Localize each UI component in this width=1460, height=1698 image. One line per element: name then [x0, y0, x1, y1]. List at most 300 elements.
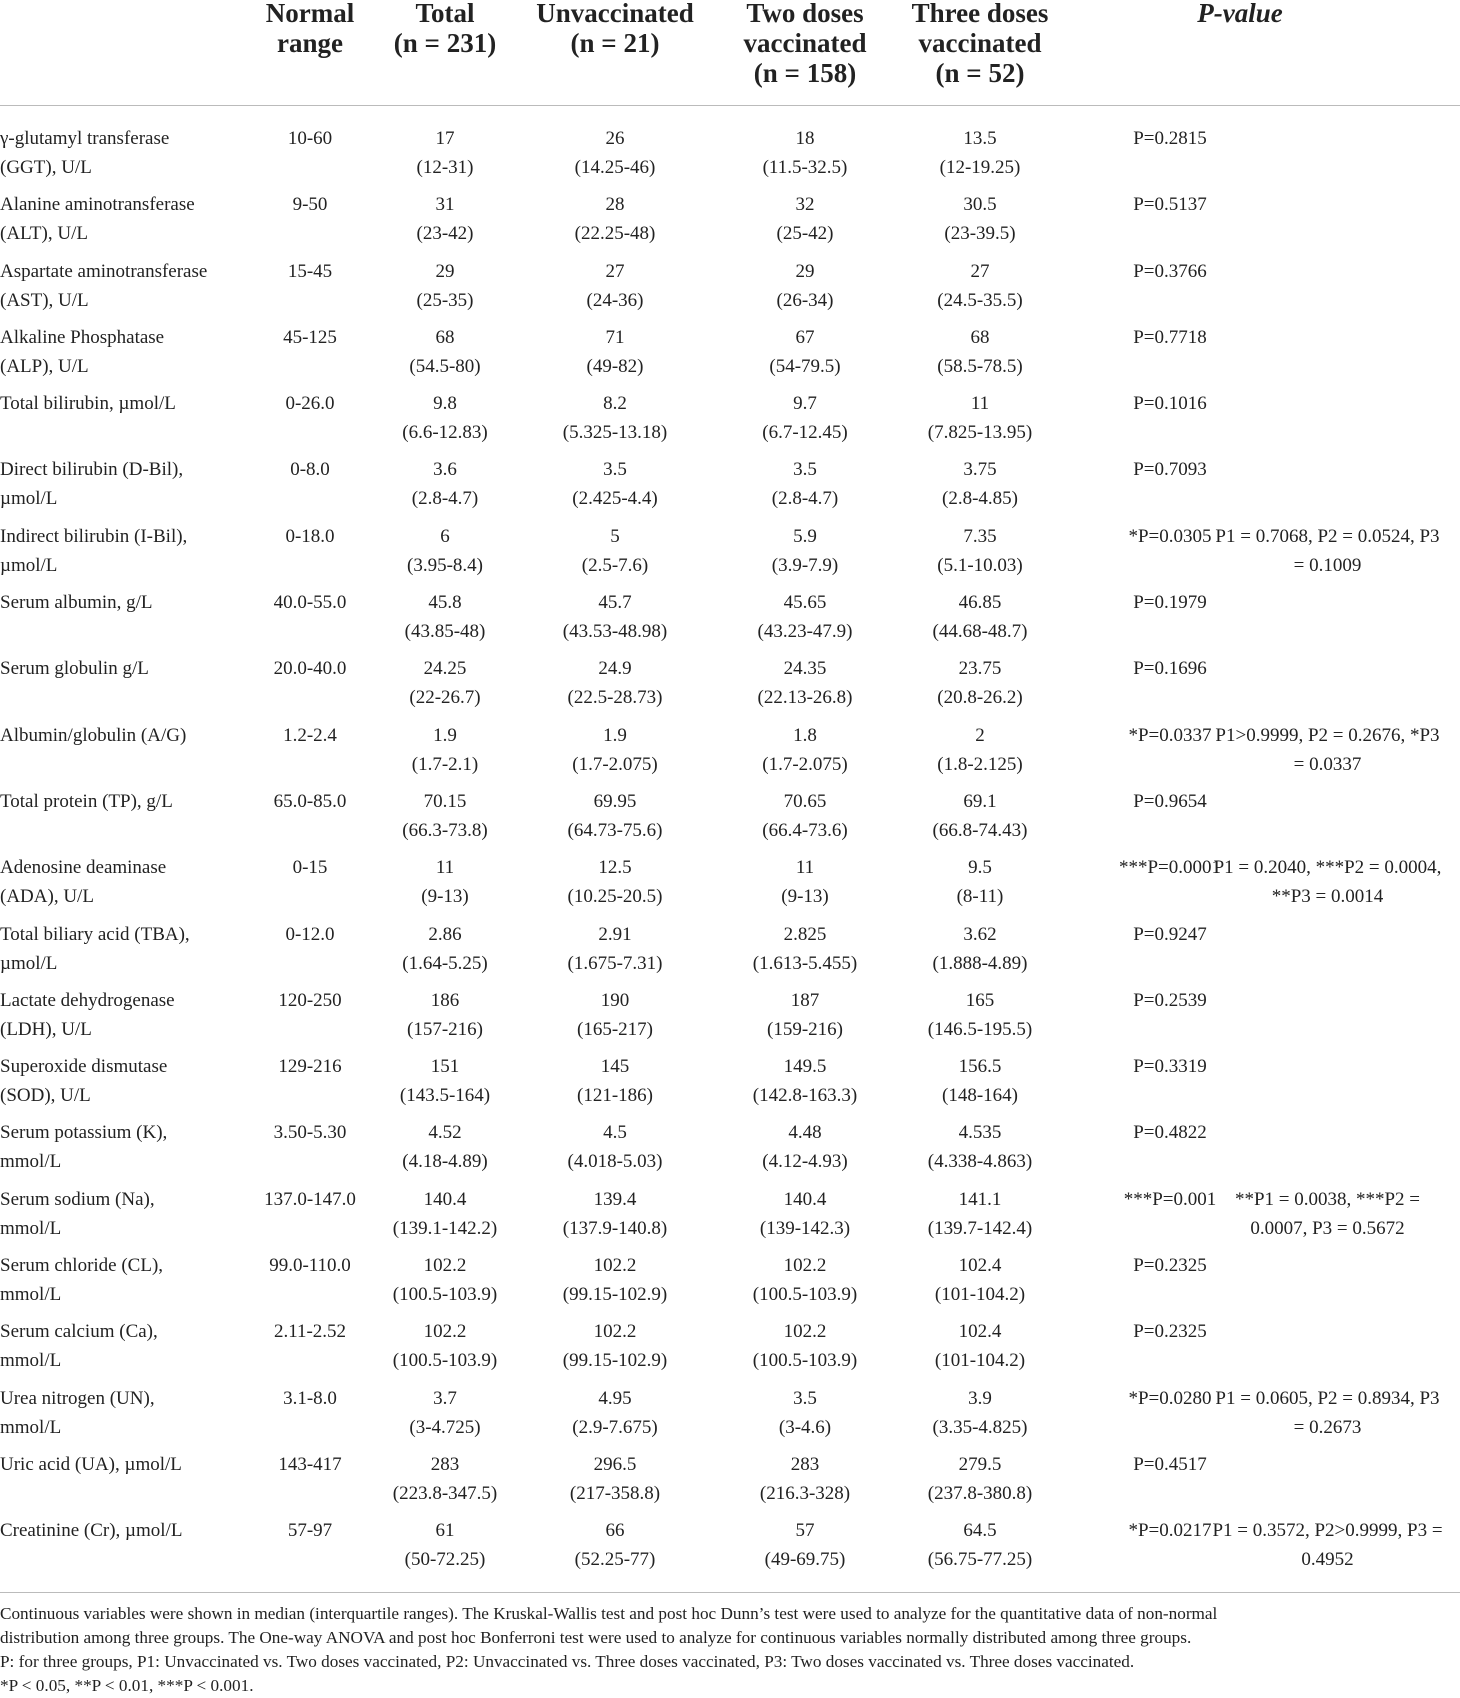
total-value-text: (66.3-73.8) — [402, 819, 488, 841]
two-doses-value-cell — [720, 721, 890, 779]
normal-range-cell — [230, 323, 390, 352]
table-row — [0, 1251, 1460, 1317]
three-doses-value-cell — [895, 1317, 1065, 1375]
three-doses-value-cell — [895, 588, 1065, 646]
normal-range-cell — [230, 1450, 390, 1479]
total-value-cell — [380, 455, 510, 513]
two-doses-value-text: 102.2 — [783, 1321, 827, 1343]
parameter-text: mmol/L — [0, 1217, 62, 1239]
parameter-text: Serum calcium (Ca), — [0, 1321, 158, 1343]
unvaccinated-value-text: 8.2 — [603, 393, 627, 415]
normal-range-text: 40.0-55.0 — [273, 592, 347, 614]
p-value-text: P=0.2325 — [1133, 1321, 1207, 1343]
three-doses-value-text: (7.825-13.95) — [927, 422, 1033, 444]
two-doses-value-text: (159-216) — [767, 1018, 843, 1040]
header-unvaccinated-line1: Unvaccinated — [536, 0, 694, 28]
two-doses-value-text: (4.12-4.93) — [762, 1151, 848, 1173]
table-row — [0, 323, 1460, 389]
two-doses-value-text: 5.9 — [793, 525, 817, 547]
parameter-text: Alkaline Phosphatase — [0, 326, 165, 348]
unvaccinated-value-text: 5 — [610, 525, 620, 547]
normal-range-cell — [230, 721, 390, 750]
unvaccinated-value-cell — [530, 190, 700, 248]
total-value-text: (1.64-5.25) — [402, 952, 488, 974]
parameter-text: (AST), U/L — [0, 289, 89, 311]
parameter-text: Serum potassium (K), — [0, 1122, 168, 1144]
total-value-text: 283 — [430, 1453, 460, 1475]
parameter-cell — [0, 1450, 245, 1479]
unvaccinated-value-cell — [530, 1251, 700, 1309]
parameter-text: (LDH), U/L — [0, 1018, 92, 1040]
parameter-text: mmol/L — [0, 1416, 62, 1438]
p-value-cell — [1075, 1118, 1265, 1147]
parameter-text: µmol/L — [0, 554, 58, 576]
table-row — [0, 721, 1460, 787]
parameter-cell — [0, 1251, 245, 1309]
table-row — [0, 1516, 1460, 1582]
two-doses-value-text: (100.5-103.9) — [752, 1350, 858, 1372]
two-doses-value-text: (1.7-2.075) — [762, 753, 848, 775]
post-hoc-p-values-cell — [1195, 721, 1460, 779]
parameter-cell — [0, 588, 245, 617]
unvaccinated-value-cell — [530, 522, 700, 580]
total-value-text: 31 — [435, 194, 455, 216]
three-doses-value-cell — [895, 1251, 1065, 1309]
total-value-cell — [380, 1317, 510, 1375]
three-doses-value-cell — [895, 853, 1065, 911]
three-doses-value-cell — [895, 721, 1065, 779]
p-value-cell — [1075, 389, 1265, 418]
parameter-text: Total protein (TP), g/L — [0, 790, 173, 812]
three-doses-value-text: 13.5 — [963, 128, 997, 149]
p-value-text: P=0.4517 — [1133, 1453, 1207, 1475]
table-row — [0, 124, 1460, 190]
parameter-text: µmol/L — [0, 952, 58, 974]
normal-range-cell — [230, 1118, 390, 1147]
table-row — [0, 853, 1460, 919]
unvaccinated-value-text: (5.325-13.18) — [562, 422, 668, 444]
three-doses-value-text: (23-39.5) — [944, 223, 1016, 245]
three-doses-value-text: (1.888-4.89) — [932, 952, 1028, 974]
normal-range-text: 65.0-85.0 — [273, 790, 347, 812]
three-doses-value-text: 279.5 — [958, 1453, 1002, 1475]
total-value-text: (23-42) — [416, 223, 474, 245]
normal-range-text: 143-417 — [278, 1453, 342, 1475]
two-doses-value-text: (26-34) — [776, 289, 834, 311]
p-value-cell — [1075, 190, 1265, 219]
total-value-text: (157-216) — [407, 1018, 483, 1040]
header-three-doses — [880, 0, 1080, 88]
two-doses-value-cell — [720, 986, 890, 1044]
normal-range-cell — [230, 920, 390, 949]
total-value-text: 4.52 — [428, 1122, 462, 1144]
parameter-text: Urea nitrogen (UN), — [0, 1387, 155, 1409]
unvaccinated-value-text: 102.2 — [593, 1321, 637, 1343]
normal-range-text: 10-60 — [287, 128, 333, 149]
two-doses-value-cell — [720, 257, 890, 315]
normal-range-cell — [230, 190, 390, 219]
parameter-text: Serum globulin g/L — [0, 658, 149, 680]
two-doses-value-text: 149.5 — [783, 1056, 827, 1078]
p-value-cell — [1075, 124, 1265, 153]
table-row — [0, 455, 1460, 521]
normal-range-text: 137.0-147.0 — [264, 1188, 356, 1210]
unvaccinated-value-cell — [530, 1450, 700, 1508]
three-doses-value-text: 102.4 — [958, 1255, 1002, 1277]
normal-range-cell — [230, 455, 390, 484]
unvaccinated-value-text: (165-217) — [577, 1018, 653, 1040]
total-value-text: 11 — [435, 857, 455, 879]
two-doses-value-text: 140.4 — [783, 1188, 827, 1210]
p-value-text: P=0.9247 — [1133, 923, 1207, 945]
three-doses-value-text: (101-104.2) — [934, 1284, 1026, 1306]
post-hoc-p-values-text: P1>0.9999, P2 = 0.2676, *P3 — [1215, 724, 1440, 746]
total-value-text: 6 — [440, 525, 450, 547]
normal-range-text: 9-50 — [292, 194, 328, 216]
parameter-text: µmol/L — [0, 488, 58, 510]
p-value-cell — [1075, 1052, 1265, 1081]
post-hoc-p-values-text: 0.0007, P3 = 0.5672 — [1250, 1217, 1405, 1239]
p-value-cell — [1075, 323, 1265, 352]
two-doses-value-text: (139-142.3) — [759, 1217, 851, 1239]
p-value-text: *P=0.0337 — [1128, 724, 1212, 746]
two-doses-value-text: 1.8 — [793, 724, 817, 746]
parameter-text: Serum chloride (CL), — [0, 1255, 164, 1277]
unvaccinated-value-text: (14.25-46) — [574, 157, 656, 178]
two-doses-value-text: (6.7-12.45) — [762, 422, 848, 444]
unvaccinated-value-cell — [530, 721, 700, 779]
total-value-cell — [380, 986, 510, 1044]
two-doses-value-cell — [720, 455, 890, 513]
p-value-text: P=0.9654 — [1133, 790, 1207, 812]
post-hoc-p-values-cell — [1195, 522, 1460, 580]
p-value-text: P=0.3766 — [1133, 260, 1207, 282]
parameter-text: (GGT), U/L — [0, 157, 92, 178]
two-doses-value-text: (43.23-47.9) — [757, 621, 853, 643]
two-doses-value-text: (9-13) — [781, 886, 829, 908]
three-doses-value-cell — [895, 1052, 1065, 1110]
two-doses-value-text: (2.8-4.7) — [771, 488, 839, 510]
total-value-text: 29 — [435, 260, 455, 282]
parameter-cell — [0, 986, 245, 1044]
table-row — [0, 257, 1460, 323]
parameter-text: (SOD), U/L — [0, 1085, 91, 1107]
table-row — [0, 1450, 1460, 1516]
three-doses-value-cell — [895, 654, 1065, 712]
three-doses-value-text: (56.75-77.25) — [927, 1549, 1033, 1571]
total-value-cell — [380, 190, 510, 248]
total-value-cell — [380, 853, 510, 911]
three-doses-value-cell — [895, 1118, 1065, 1176]
parameter-text: Superoxide dismutase — [0, 1056, 168, 1078]
two-doses-value-cell — [720, 787, 890, 845]
parameter-cell — [0, 1516, 245, 1545]
p-value-text: P=0.1979 — [1133, 592, 1207, 614]
total-value-text: 102.2 — [423, 1321, 467, 1343]
total-value-text: (50-72.25) — [404, 1549, 486, 1571]
post-hoc-p-values-text: P1 = 0.7068, P2 = 0.0524, P3 — [1215, 525, 1440, 547]
post-hoc-p-values-cell — [1195, 1384, 1460, 1442]
unvaccinated-value-cell — [530, 986, 700, 1044]
parameter-cell — [0, 124, 245, 182]
unvaccinated-value-text: (4.018-5.03) — [567, 1151, 663, 1173]
total-value-text: (6.6-12.83) — [402, 422, 488, 444]
three-doses-value-text: (24.5-35.5) — [937, 289, 1023, 311]
total-value-text: 2.86 — [428, 923, 462, 945]
unvaccinated-value-text: (43.53-48.98) — [562, 621, 668, 643]
p-value-cell — [1075, 986, 1265, 1015]
total-value-cell — [380, 721, 510, 779]
unvaccinated-value-cell — [530, 588, 700, 646]
two-doses-value-cell — [720, 1384, 890, 1442]
p-value-text: *P=0.0217 — [1128, 1520, 1212, 1542]
unvaccinated-value-text: 69.95 — [593, 790, 637, 812]
unvaccinated-value-text: (1.675-7.31) — [567, 952, 663, 974]
normal-range-text: 0-15 — [292, 857, 328, 879]
p-value-text: P=0.2539 — [1133, 989, 1207, 1011]
post-hoc-p-values-text: P1 = 0.3572, P2>0.9999, P3 = — [1212, 1520, 1443, 1542]
header-two-doses-line3: (n = 158) — [753, 58, 857, 88]
p-value-text: P=0.7718 — [1133, 326, 1207, 348]
total-value-cell — [380, 323, 510, 381]
three-doses-value-text: 64.5 — [963, 1520, 997, 1542]
normal-range-cell — [230, 522, 390, 551]
unvaccinated-value-cell — [530, 1185, 700, 1243]
unvaccinated-value-text: (2.9-7.675) — [572, 1416, 658, 1438]
three-doses-value-text: (44.68-48.7) — [932, 621, 1028, 643]
parameter-text: mmol/L — [0, 1151, 62, 1173]
three-doses-value-text: 46.85 — [958, 592, 1002, 614]
two-doses-value-cell — [720, 190, 890, 248]
two-doses-value-text: (100.5-103.9) — [752, 1284, 858, 1306]
two-doses-value-cell — [720, 1052, 890, 1110]
unvaccinated-value-text: (64.73-75.6) — [567, 819, 663, 841]
unvaccinated-value-text: (137.9-140.8) — [562, 1217, 668, 1239]
p-value-text: P=0.2815 — [1133, 128, 1207, 149]
bottom-rule — [0, 1592, 1460, 1593]
three-doses-value-text: 11 — [970, 393, 990, 415]
table-header — [0, 0, 1460, 106]
total-value-text: 9.8 — [433, 393, 457, 415]
total-value-cell — [380, 1450, 510, 1508]
normal-range-text: 45-125 — [283, 326, 337, 348]
total-value-cell — [380, 654, 510, 712]
three-doses-value-cell — [895, 1516, 1065, 1574]
parameter-cell — [0, 654, 245, 683]
unvaccinated-value-text: (2.425-4.4) — [572, 488, 658, 510]
total-value-text: (4.18-4.89) — [402, 1151, 488, 1173]
two-doses-value-text: 45.65 — [783, 592, 827, 614]
post-hoc-p-values-text: **P3 = 0.0014 — [1271, 886, 1384, 908]
footnote-line3: P: for three groups, P1: Unvaccinated vs. Two doses vaccinated, P2: Unvaccinated vs. Three doses vaccinated, P3: Two doses vaccinated vs. Three doses vaccinated. — [0, 1652, 1135, 1671]
header-three-doses-line1: Three doses — [911, 0, 1049, 28]
three-doses-value-text: 23.75 — [958, 658, 1002, 680]
normal-range-text: 0-8.0 — [290, 459, 330, 481]
normal-range-cell — [230, 853, 390, 882]
two-doses-value-cell — [720, 1185, 890, 1243]
parameter-cell — [0, 787, 245, 816]
unvaccinated-value-text: (1.7-2.075) — [572, 753, 658, 775]
parameter-cell — [0, 1317, 245, 1375]
parameter-cell — [0, 920, 245, 978]
two-doses-value-text: 3.5 — [793, 1387, 817, 1409]
normal-range-cell — [230, 787, 390, 816]
total-value-text: 1.9 — [433, 724, 457, 746]
table-body — [0, 124, 1460, 1583]
table-row — [0, 190, 1460, 256]
unvaccinated-value-text: 139.4 — [593, 1188, 637, 1210]
three-doses-value-cell — [895, 389, 1065, 447]
two-doses-value-cell — [720, 1317, 890, 1375]
three-doses-value-text: 27 — [970, 260, 990, 282]
header-normal-line2: range — [277, 28, 343, 58]
three-doses-value-cell — [895, 124, 1065, 182]
parameter-text: Albumin/globulin (A/G) — [0, 724, 187, 746]
footnote-line2: distribution among three groups. The One-way ANOVA and post hoc Bonferroni test were used to analyze for continuous variables normally distributed among three groups. — [0, 1628, 1192, 1647]
total-value-cell — [380, 920, 510, 978]
header-total-line2: (n = 231) — [393, 28, 497, 58]
normal-range-cell — [230, 1384, 390, 1413]
two-doses-value-cell — [720, 1516, 890, 1574]
three-doses-value-text: 141.1 — [958, 1188, 1002, 1210]
two-doses-value-text: 24.35 — [783, 658, 827, 680]
total-value-cell — [380, 588, 510, 646]
two-doses-value-cell — [720, 588, 890, 646]
three-doses-value-text: (2.8-4.85) — [942, 488, 1018, 510]
unvaccinated-value-cell — [530, 124, 700, 182]
table-row — [0, 787, 1460, 853]
total-value-cell — [380, 1251, 510, 1309]
p-value-cell — [1075, 455, 1265, 484]
post-hoc-p-values-text: = 0.1009 — [1293, 554, 1362, 576]
three-doses-value-cell — [895, 522, 1065, 580]
unvaccinated-value-text: 26 — [605, 128, 625, 149]
normal-range-cell — [230, 257, 390, 286]
unvaccinated-value-cell — [530, 1384, 700, 1442]
post-hoc-p-values-cell — [1195, 1185, 1460, 1243]
normal-range-text: 3.1-8.0 — [283, 1387, 337, 1409]
parameter-text: (ADA), U/L — [0, 886, 94, 908]
unvaccinated-value-cell — [530, 853, 700, 911]
table-row — [0, 389, 1460, 455]
three-doses-value-cell — [895, 920, 1065, 978]
normal-range-cell — [230, 1516, 390, 1545]
total-value-text: 151 — [430, 1056, 460, 1078]
unvaccinated-value-text: 145 — [600, 1056, 630, 1078]
p-value-text: *P=0.0280 — [1128, 1387, 1212, 1409]
three-doses-value-text: (3.35-4.825) — [932, 1416, 1028, 1438]
two-doses-value-text: 70.65 — [783, 790, 827, 812]
parameter-text: Alanine aminotransferase — [0, 194, 195, 216]
p-value-cell — [1075, 1317, 1265, 1346]
three-doses-value-text: 68 — [970, 326, 990, 348]
two-doses-value-text: (54-79.5) — [769, 355, 841, 377]
parameter-cell — [0, 853, 245, 911]
two-doses-value-text: 32 — [795, 194, 815, 216]
total-value-text: (25-35) — [416, 289, 474, 311]
total-value-cell — [380, 787, 510, 845]
three-doses-value-cell — [895, 257, 1065, 315]
p-value-text: P=0.4822 — [1133, 1122, 1207, 1144]
two-doses-value-cell — [720, 654, 890, 712]
three-doses-value-cell — [895, 1185, 1065, 1243]
three-doses-value-text: (146.5-195.5) — [927, 1018, 1033, 1040]
p-value-text: *P=0.0305 — [1128, 525, 1212, 547]
two-doses-value-cell — [720, 323, 890, 381]
total-value-text: 17 — [435, 128, 455, 149]
three-doses-value-text: (101-104.2) — [934, 1350, 1026, 1372]
parameter-cell — [0, 522, 245, 580]
parameter-cell — [0, 1118, 245, 1176]
unvaccinated-value-text: 28 — [605, 194, 625, 216]
parameter-text: Serum albumin, g/L — [0, 592, 153, 614]
three-doses-value-text: (58.5-78.5) — [937, 355, 1023, 377]
parameter-cell — [0, 721, 245, 750]
two-doses-value-cell — [720, 853, 890, 911]
parameter-cell — [0, 389, 245, 418]
two-doses-value-cell — [720, 1251, 890, 1309]
parameter-text: (ALT), U/L — [0, 223, 88, 245]
normal-range-text: 0-12.0 — [285, 923, 335, 945]
total-value-text: 140.4 — [423, 1188, 467, 1210]
total-value-text: (9-13) — [421, 886, 469, 908]
parameter-cell — [0, 323, 245, 381]
footnote-line1: Continuous variables were shown in median (interquartile ranges). The Kruskal-Wallis test and post hoc Dunn’s test were used to analyze for the quantitative data of non-normal — [0, 1604, 1218, 1623]
three-doses-value-text: 69.1 — [963, 790, 997, 812]
table-row — [0, 654, 1460, 720]
total-value-cell — [380, 257, 510, 315]
three-doses-value-text: 7.35 — [963, 525, 997, 547]
parameter-cell — [0, 1185, 245, 1243]
unvaccinated-value-cell — [530, 654, 700, 712]
three-doses-value-text: (4.338-4.863) — [927, 1151, 1033, 1173]
total-value-cell — [380, 1384, 510, 1442]
three-doses-value-cell — [895, 787, 1065, 845]
total-value-cell — [380, 389, 510, 447]
unvaccinated-value-text: (52.25-77) — [574, 1549, 656, 1571]
unvaccinated-value-text: 24.9 — [598, 658, 632, 680]
header-unvaccinated — [515, 0, 715, 58]
two-doses-value-cell — [720, 389, 890, 447]
p-value-text: P=0.1016 — [1133, 393, 1207, 415]
unvaccinated-value-text: 190 — [600, 989, 630, 1011]
unvaccinated-value-text: 3.5 — [603, 459, 627, 481]
parameter-text: Indirect bilirubin (I-Bil), — [0, 525, 188, 547]
total-value-text: 45.8 — [428, 592, 462, 614]
post-hoc-p-values-text: **P1 = 0.0038, ***P2 = — [1234, 1188, 1421, 1210]
total-value-text: (1.7-2.1) — [411, 753, 479, 775]
total-value-text: (3-4.725) — [409, 1416, 481, 1438]
total-value-text: 68 — [435, 326, 455, 348]
post-hoc-p-values-text: = 0.0337 — [1293, 753, 1362, 775]
post-hoc-p-values-text: = 0.2673 — [1293, 1416, 1362, 1438]
p-value-text: P=0.3319 — [1133, 1056, 1207, 1078]
unvaccinated-value-text: 12.5 — [598, 857, 632, 879]
total-value-cell — [380, 124, 510, 182]
two-doses-value-text: (66.4-73.6) — [762, 819, 848, 841]
unvaccinated-value-text: (24-36) — [586, 289, 644, 311]
three-doses-value-text: (148-164) — [942, 1085, 1018, 1107]
total-value-text: (139.1-142.2) — [392, 1217, 498, 1239]
table-row — [0, 1317, 1460, 1383]
three-doses-value-text: 156.5 — [958, 1056, 1002, 1078]
two-doses-value-text: 102.2 — [783, 1255, 827, 1277]
unvaccinated-value-text: 1.9 — [603, 724, 627, 746]
unvaccinated-value-text: 45.7 — [598, 592, 632, 614]
three-doses-value-text: (20.8-26.2) — [937, 687, 1023, 709]
p-value-text: ***P=0.001 — [1123, 1188, 1217, 1210]
unvaccinated-value-text: 296.5 — [593, 1453, 637, 1475]
